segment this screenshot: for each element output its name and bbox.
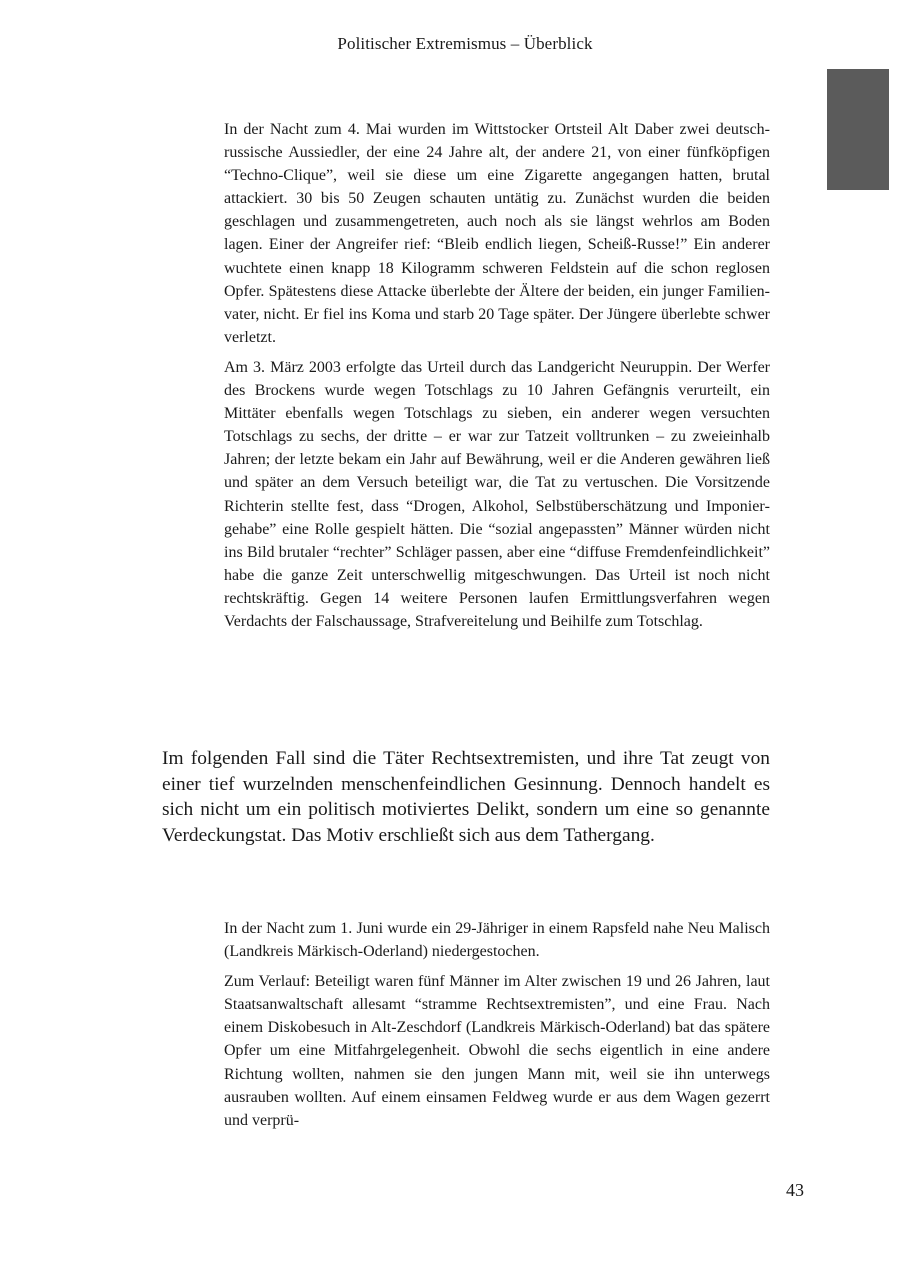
case-1-paragraph-2: Am 3. März 2003 erfolgte das Urteil durch das Landgericht Neuruppin. Der Werfer des Brockens wurde wegen Totschlags zu 10 Jahren Gefängnis verurteilt, ein Mittäter ebenfalls wegen Totschlags zu sieben, ein anderer wegen versuchten Totschlags zu sechs, der dritte – er war zur Tatzeit volltrunken – zu zweieinhalb Jahren; der letzte bekam ein Jahr auf Bewährung, weil er die Anderen gewähren ließ und später an dem Versuch beteiligt war, die Tat zu vertuschen. Die Vorsitzende Richterin stellte fest, dass “Drogen, Alkohol, Selbstüberschätzung und Imponiergehabe” eine Rolle gespielt hätten. Die “sozial angepassten” Männer würden nicht ins Bild brutaler “rechter” Schläger passen, aber eine “diffuse Fremdenfeindlichkeit” habe die ganze Zeit unterschwellig mitgeschwungen. Das Urteil ist noch nicht rechtskräftig. Gegen 14 weitere Personen laufen Ermittlungsverfahren wegen Verdachts der Falschaussage, Strafvereitelung und Beihilfe zum Totschlag.: [224, 358, 770, 630]
chapter-thumb-tab: [827, 69, 889, 190]
indented-case-report-2: [224, 917, 770, 1132]
running-header: Politischer Extremismus – Überblick: [337, 34, 593, 53]
indented-case-report-1: [224, 118, 770, 633]
page-number: 43: [786, 1180, 804, 1200]
case-2-paragraph-1: In der Nacht zum 1. Juni wurde ein 29-Jähriger in einem Rapsfeld nahe Neu Malisch (Landkreis Märkisch-Oderland) niedergestochen.: [224, 920, 770, 961]
case-2-paragraph-2: Zum Verlauf: Beteiligt waren fünf Männer im Alter zwischen 19 und 26 Jahren, laut Staatsanwaltschaft allesamt “stramme Rechtsextremisten”, und eine Frau. Nach einem Diskobesuch in Alt-Zeschdorf (Landkreis Märkisch-Oderland) bat das spätere Opfer um eine Mitfahrgelegenheit. Obwohl die sechs eigentlich in eine andere Richtung wollten, nahmen sie den jungen Mann mit, weil sie ihn unterwegs ausrauben wollten. Auf einem einsamen Feldweg wurde er aus dem Wagen gezerrt und verprü-: [224, 973, 770, 1129]
case-1-paragraph-1: In der Nacht zum 4. Mai wurden im Wittstocker Ortsteil Alt Daber zwei deutsch-russische Aussiedler, der eine 24 Jahre alt, der andere 21, von einer fünfköpfigen “Techno-Clique”, weil sie diese um eine Zigarette angegangen hatten, brutal attackiert. 30 bis 50 Zeugen schauten untätig zu. Zunächst wurden die beiden geschlagen und zusammengetreten, auch noch als sie längst wehrlos am Boden lagen. Einer der Angreifer rief: “Bleib endlich liegen, Scheiß-Russe!” Ein anderer wuchtete einen knapp 18 Kilogramm schweren Feldstein auf die schon reglosen Opfer. Spätestens diese Attacke überlebte der Ältere der beiden, ein junger Familienvater, nicht. Er fiel ins Koma und starb 20 Tage später. Der Jüngere überlebte schwer verletzt.: [224, 121, 770, 346]
body-paragraph: Im folgenden Fall sind die Täter Rechtsextremisten, und ihre Tat zeugt von einer tief wurzelnden menschenfeindlichen Gesinnung. Dennoch handelt es sich nicht um ein politisch motiviertes Delikt, sondern um eine so genannte Verdeckungstat. Das Motiv erschließt sich aus dem Tathergang.: [162, 748, 770, 846]
